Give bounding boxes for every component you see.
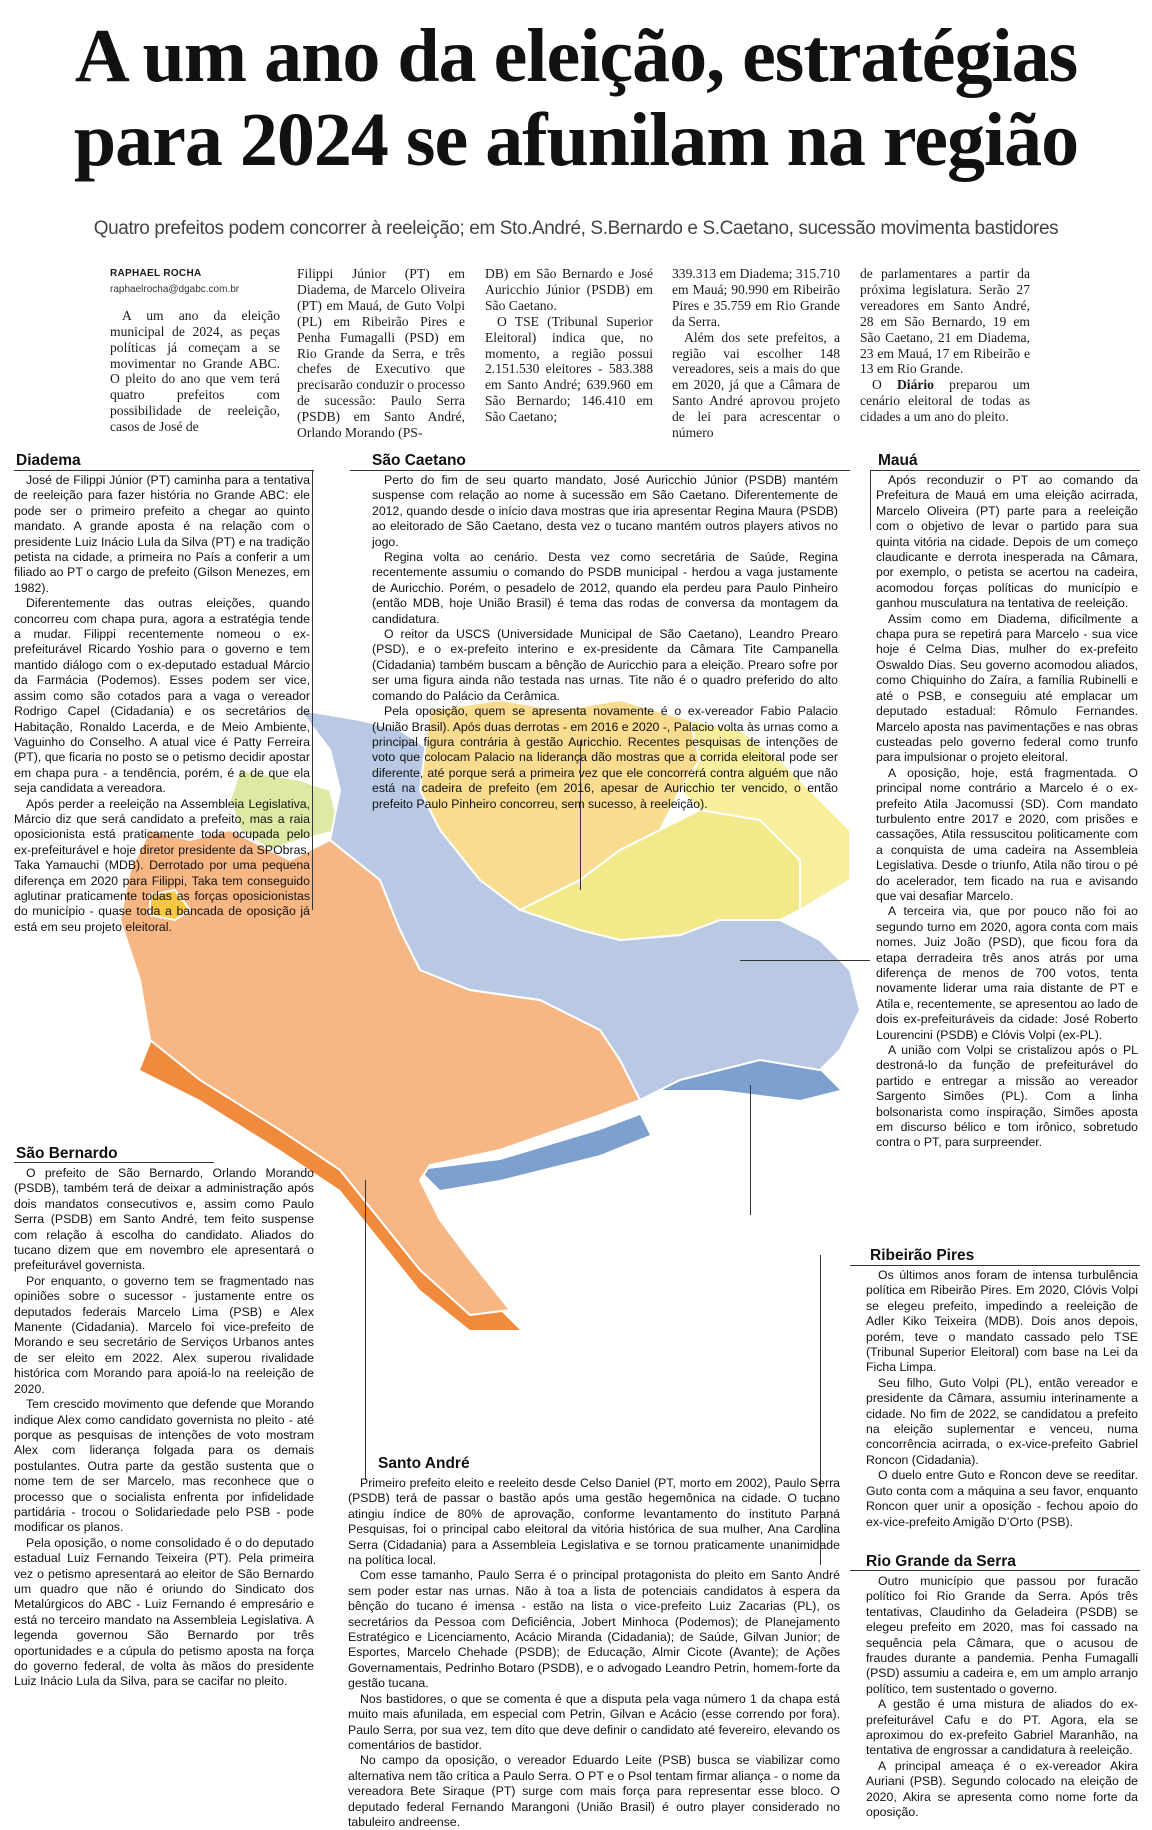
divider-line — [850, 1265, 1140, 1266]
region-paragraph: O duelo entre Guto e Roncon deve se reeditar. Guto conta com a máquina a seu favor, enquanto Roncon quer unir a oposição - fechou apoio do ex-vice-prefeito Amigão D’Orto (PSB). — [866, 1468, 1138, 1529]
divider-line — [350, 470, 850, 471]
region-paragraph: Por enquanto, o governo tem se fragmentado nas opiniões sobre o sucessor - justamente entre os deputados federais Marcelo Lima (PSB) e Alex Manente (Cidadania). Marcelo foi vice-prefeito de Morando e seu secretário de Serviços Urbanos antes de ser eleito em 2022. Alex superou rivalidade histórica com Morando para apoiá-lo na reeleição de 2020. — [14, 1273, 314, 1396]
region-title-sao-bernardo: São Bernardo — [16, 1145, 118, 1162]
region-title-ribeirao-pires: Ribeirão Pires — [870, 1247, 975, 1264]
region-text-maua — [876, 473, 1138, 1223]
connector-line — [740, 960, 870, 961]
region-paragraph: A união com Volpi se cristalizou após o PL destroná-lo da função de prefeiturável do partido e entregar a missão ao vereador Sargento Simões (PL). Com a linha bolsonarista como inspiração, Simões aposta em discurso bélico e tom irônico, sobretudo contra o PT, para surpreender. — [876, 1043, 1138, 1150]
headline — [20, 14, 1132, 182]
intro-column-1 — [110, 266, 280, 435]
region-paragraph: A gestão é uma mistura de aliados do ex-prefeiturável Cafu e do PT. Agora, ela se aproximou do ex-prefeito Gabriel Maranhão, na tentativa de engrossar a candidatura à reeleição. — [866, 1697, 1138, 1758]
intro-paragraph: 339.313 em Diadema; 315.710 em Mauá; 90.990 em Ribeirão Pires e 35.759 em Rio Grande da Serra. — [672, 266, 841, 329]
intro-paragraph: O TSE (Tribunal Superior Eleitoral) indica que, no momento, a região possui 2.151.530 eleitores - 583.388 em Santo André; 639.960 em São Bernardo; 146.410 em São Caetano; — [485, 313, 653, 425]
intro-column-3 — [485, 266, 653, 428]
connector-line — [870, 470, 871, 530]
connector-line — [750, 1085, 751, 1215]
region-text-santo-andre — [348, 1476, 840, 1829]
intro-column-5 — [860, 266, 1030, 428]
region-text-rio-grande — [866, 1574, 1138, 1820]
region-paragraph: Tem crescido movimento que defende que Morando indique Alex como candidato governista no pleito - até porque as pesquisas de intenções de voto mostram Alex com liderança folgada para os demais postulantes. Outra parte da gestão sustenta que o nome tem de ser Marcelo, mas reconhece que o processo que o socialista enfrenta por infidelidade partidária - trocou o Solidariedade pelo PSB - pode modificar os planos. — [14, 1397, 314, 1535]
region-paragraph: Outro município que passou por furacão político foi Rio Grande da Serra. Após três tentativas, Claudinho da Geladeira (PSDB) se elegeu prefeito em 2020, mas foi cassado na sequência pela Câmara, que o acusou de fraudes durante a pandemia. Penha Fumagalli (PSD) assumiu a cadeira e, em um amplo arranjo político, tem sustentado o governo. — [866, 1574, 1138, 1696]
region-title-maua: Mauá — [878, 452, 918, 469]
region-paragraph: Após reconduzir o PT ao comando da Prefeitura de Mauá em uma eleição acirrada, Marcelo Oliveira (PT) parte para a reeleição com o objetivo de levar o partido para sua quinta vitória na cidade. Depois de um começo claudicante e derrota inesperada na Câmara, por exemplo, o petista se acertou na cadeira, acomodou forças políticas do município e ganhou musculatura na tentativa de reeleição. — [876, 473, 1138, 611]
region-paragraph: O prefeito de São Bernardo, Orlando Morando (PSDB), também terá de deixar a administração após dois mandatos consecutivos e, assim como Paulo Serra (PSDB) em Santo André, tem feito suspense com relação à escolha do candidato. Aliados do tucano dizem que em novembro ele apresentará o prefeiturável governista. — [14, 1166, 314, 1273]
intro-paragraph: DB) em São Bernardo e José Auricchio Júnior (PSDB) em São Caetano. — [485, 266, 653, 313]
region-text-sao-bernardo — [14, 1166, 314, 1818]
region-title-santo-andre: Santo André — [378, 1455, 470, 1472]
connector-line — [365, 1180, 366, 1480]
intro-text: O — [872, 377, 897, 393]
intro-paragraph: Filippi Júnior (PT) em Diadema, de Marcelo Oliveira (PT) em Mauá, de Guto Volpi (PL) em Ribeirão Pires e Penha Fumagalli (PSD) em Rio Grande da Serra, e três chefes de Executivo que precisarão conduzir o processo de sucessão: Paulo Serra (PSDB) em Santo André, Orlando Morando (PS- — [297, 266, 465, 441]
intro-paragraph: de parlamentares a partir da próxima legislatura. Serão 27 vereadores em Santo André, 28 em São Bernardo, 19 em São Caetano, 21 em Diadema, 23 em Mauá, 17 em Ribeirão e 13 em Rio Grande. — [860, 266, 1030, 377]
divider-line — [14, 470, 314, 471]
region-paragraph: Regina volta ao cenário. Desta vez como secretária de Saúde, Regina recentemente assumiu o comando do PSDB municipal - herdou a vaga justamente de Auricchio. Porém, o pesadelo de 2012, quando ela perdeu para Paulo Pinheiro (então MDB, hoje União Brasil) é tema das rodas de conversa da montagem da candidatura. — [372, 550, 838, 626]
newspaper-name: Diário — [896, 377, 934, 393]
region-paragraph: José de Filippi Júnior (PT) caminha para a tentativa de reeleição para fazer história no Grande ABC: ele pode ser o primeiro prefeito a chegar ao quinto mandato. A grande aposta é na relação com o presidente Luiz Inácio Lula da Silva (PT) e na tradição petista na cidade, a primeira no País a conferir a um filiado ao PT o cargo de prefeito (Gilson Menezes, em 1982). — [14, 473, 310, 595]
region-text-sao-caetano — [372, 473, 838, 825]
author-name: RAPHAEL ROCHA — [110, 268, 202, 279]
region-paragraph: No campo da oposição, o vereador Eduardo Leite (PSB) busca se viabilizar como alternativa nem tão crítica a Paulo Serra. O PT e o Psol tentam firmar aliança - o nome da vereadora Bete Siraque (PT) surge com mais força para representar esse bloco. O deputado federal Fernando Marangoni (União Brasil) é outro player considerado no tabuleiro andreense. — [348, 1753, 840, 1829]
region-title-rio-grande: Rio Grande da Serra — [866, 1553, 1016, 1570]
region-paragraph: Pela oposição, o nome consolidado é o do deputado estadual Luiz Fernando Teixeira (PT). Pela primeira vez o petismo apresentará ao eleitor de São Bernardo um quadro que não é oriundo do Sindicato dos Metalúrgicos do ABC - Luiz Fernando é empresário e está no terceiro mandato na Assembleia Legislativa. A legenda governou São Bernardo por três oportunidades e a cúpula do petismo aposta na força do governo federal, de volta às mãos do presidente Luiz Inácio Lula da Silva, para se cacifar no pleito. — [14, 1535, 314, 1689]
region-text-diadema — [14, 473, 310, 1063]
region-paragraph: Diferentemente das outras eleições, quando concorreu com chapa pura, agora a estratégia tende a mudar. Filippi recentemente nomeou o ex-prefeiturável Ricardo Yoshio para o governo e tem mantido diálogo com o ex-deputado estadual Márcio da Farmácia (Podemos). Esses podem ser vice, assim como são cotados para a vaga o vereador Rodrigo Capel (Cidadania) e os secretários de Habitação, Ronaldo Lacerda, e de Meio Ambiente, Vaguinho do Conselho. A atual vice é Patty Ferreira (PT), que ficaria no posto se o petismo decidir apostar em chapa pura - a tendência, porém, é a de que ela seja candidata a vereadora. — [14, 596, 310, 796]
region-paragraph: A oposição, hoje, está fragmentada. O principal nome contrário a Marcelo é o ex-prefeito Atila Jacomussi (SD). Com mandato turbulento entre 2017 e 2020, com prisões e cassações, Atila ressuscitou politicamente com a conquista de uma cadeira na Assembleia Legislativa. Desde o triunfo, Atila não tirou o pé do acelerador, tem ficado na rua e avisando que vai desafiar Marcelo. — [876, 765, 1138, 903]
subhead: Quatro prefeitos podem concorrer à reeleição; em Sto.André, S.Bernardo e S.Caetano, sucessão movimenta bastidores — [93, 218, 1059, 239]
author-email: raphaelrocha@dgabc.com.br — [110, 283, 240, 295]
region-paragraph: Pela oposição, quem se apresenta novamente é o ex-vereador Fabio Palacio (União Brasil). Após duas derrotas - em 2016 e 2020 -, Palacio volta às urnas como a principal figura contrária à gestão Auricchio. Recentes pesquisas de intenções de voto que colocam Palacio na liderança dão mostras que a corrida eleitoral pode ser diferente, até porque será a primeira vez que ele concorrerá contra alguém que não está na cadeira de prefeito (em 2016, apesar de Auricchio ter vencido, o então prefeito Paulo Pinheiro concorreu, sem sucesso, à reeleição). — [372, 704, 838, 811]
region-title-diadema: Diadema — [16, 452, 81, 469]
connector-line — [312, 470, 313, 910]
intro-paragraph: A um ano da eleição municipal de 2024, as peças políticas já começam a se movimentar no Grande ABC. O pleito do ano que vem terá quatro prefeitos com possibilidade de reeleição, casos de José de — [110, 307, 280, 435]
region-text-ribeirao-pires — [866, 1268, 1138, 1566]
region-paragraph: A terceira via, que por pouco não foi ao segundo turno em 2020, agora conta com mais nomes. Juiz João (PSD), que ficou fora da etapa derradeira três anos atrás por uma diferença de menos de 700 votos, tenta novamente liderar uma raia distante de PT e Atila e, recentemente, se apresentou ao lado de dois ex-prefeituráveis da cidade: José Roberto Lourencini (PSDB) e Clóvis Volpi (ex-PL). — [876, 904, 1138, 1042]
region-paragraph: Primeiro prefeito eleito e reeleito desde Celso Daniel (PT, morto em 2002), Paulo Serra (PSDB) terá de passar o bastão após uma gestão hegemônica na cidade. O tucano atingiu índice de 80% de aprovação, conforme levantamento do instituto Paraná Pesquisas, foi o principal cabo eleitoral da vitória histórica de sua mulher, Ana Carolina Serra (Cidadania) para a Assembleia Legislativa e se tornou praticamente unanimidade na política local. — [348, 1476, 840, 1568]
region-paragraph: Nos bastidores, o que se comenta é que a disputa pela vaga número 1 da chapa está muito mais afunilada, em especial com Petrin, Gilvan e Acácio (esse correndo por fora). Paulo Serra, por sua vez, tem dito que deve definir o candidato até fevereiro, elevando os comentários de bastidor. — [348, 1691, 840, 1752]
region-paragraph: Assim como em Diadema, dificilmente a chapa pura se repetirá para Marcelo - sua vice hoje é Celma Dias, mulher do ex-prefeito Oswaldo Dias. Seu governo acomodou aliados, como Chiquinho do Zaíra, a família Rubinelli e até o PSB, e conseguiu até emplacar um deputado estadual: Rômulo Fernandes. Marcelo aposta nas pavimentações e nas obras custeadas pelo governo federal como trunfo para impulsionar o projeto eleitoral. — [876, 611, 1138, 765]
region-paragraph: Após perder a reeleição na Assembleia Legislativa, Márcio diz que será candidato a prefeito, mas a raia oposicionista está praticamente toda ocupada pelo ex-prefeiturável e hoje diretor presidente da SPObras, Taka Yamauchi (MDB). Derrotado por uma pequena diferença em 2020 para Filippi, Taka tem conseguido aglutinar praticamente todas as forças oposicionistas do município - quase toda a bancada de oposição já está em seu projeto eleitoral. — [14, 796, 310, 934]
region-paragraph: Seu filho, Guto Volpi (PL), então vereador e presidente da Câmara, assumiu interinamente a cidade. No fim de 2022, se candidatou a prefeito na eleição suplementar e venceu, numa concorrência acirrada, o ex-vice-prefeito Gabriel Roncon (Cidadania). — [866, 1375, 1138, 1467]
region-paragraph: O reitor da USCS (Universidade Municipal de São Caetano), Leandro Prearo (PSD), e o ex-prefeito interino e ex-presidente da Câmara Tite Campanella (Cidadania) também buscam a bênção de Auricchio para a eleição. Prearo sofre por ser uma figura ainda não testada nas urnas. Tite não é o quadro preferido do alto comando do Palácio da Cerâmica. — [372, 627, 838, 703]
headline-line-2: para 2024 se afunilam na região — [73, 98, 1079, 182]
region-paragraph: Perto do fim de seu quarto mandato, José Auricchio Júnior (PSDB) mantém suspense com relação ao nome à sucessão em São Caetano. Diferentemente de 2012, quando desde o início dava mostras que iria apresentar Regina Maura (PSDB) ao eleitorado de São Caetano, desta vez o tucano mantém outros players ativos no jogo. — [372, 473, 838, 549]
divider-line — [870, 470, 1140, 471]
intro-column-4 — [672, 266, 841, 441]
region-paragraph: Os últimos anos foram de intensa turbulência política em Ribeirão Pires. Em 2020, Clóvis Volpi se elegeu prefeito, impedindo a reeleição de Adler Kiko Teixeira (MDB). Dois anos depois, porém, teve o mandato cassado pelo TSE (Tribunal Superior Eleitoral) com base na Lei da Ficha Limpa. — [866, 1268, 1138, 1375]
region-paragraph: A principal ameaça é o ex-vereador Akira Auriani (PSB). Segundo colocado na eleição de 2020, Akira se apresenta como nome forte da oposição. — [866, 1758, 1138, 1820]
intro-paragraph: Além dos sete prefeitos, a região vai escolher 148 vereadores, seis a mais do que em 2020, já que a Câmara de Santo André aprovou projeto de lei para acrescentar o número — [672, 329, 840, 441]
headline-line-1: A um ano da eleição, estratégias — [74, 14, 1078, 98]
intro-paragraph — [860, 377, 1030, 425]
region-paragraph: Com esse tamanho, Paulo Serra é o principal protagonista do pleito em Santo André sem poder estar nas urnas. Não à toa a lista de potenciais candidatos à espera da bênção do tucano é imensa - estão na lista o vice-prefeito Luiz Zacarias (PL), os secretários da Pessoa com Deficiência, Jobert Minhoca (Podemos); de Planejamento Estratégico e Licenciamento, Acácio Miranda (Cidadania); de Saúde, Gilvan Junior; de Esportes, Marcelo Chehade (PSDB); de Educação, Almir Cicote (Avante); de Ações Governamentais, Pedrinho Botaro (PSDB), e o advogado Leandro Petrin, homem-forte da gestão tucana. — [348, 1568, 840, 1691]
intro-column-2 — [297, 266, 465, 441]
intro-text: preparou um cenário eleitoral de todas as cidades a um ano do pleito. — [860, 377, 1030, 425]
region-title-sao-caetano: São Caetano — [372, 452, 466, 469]
